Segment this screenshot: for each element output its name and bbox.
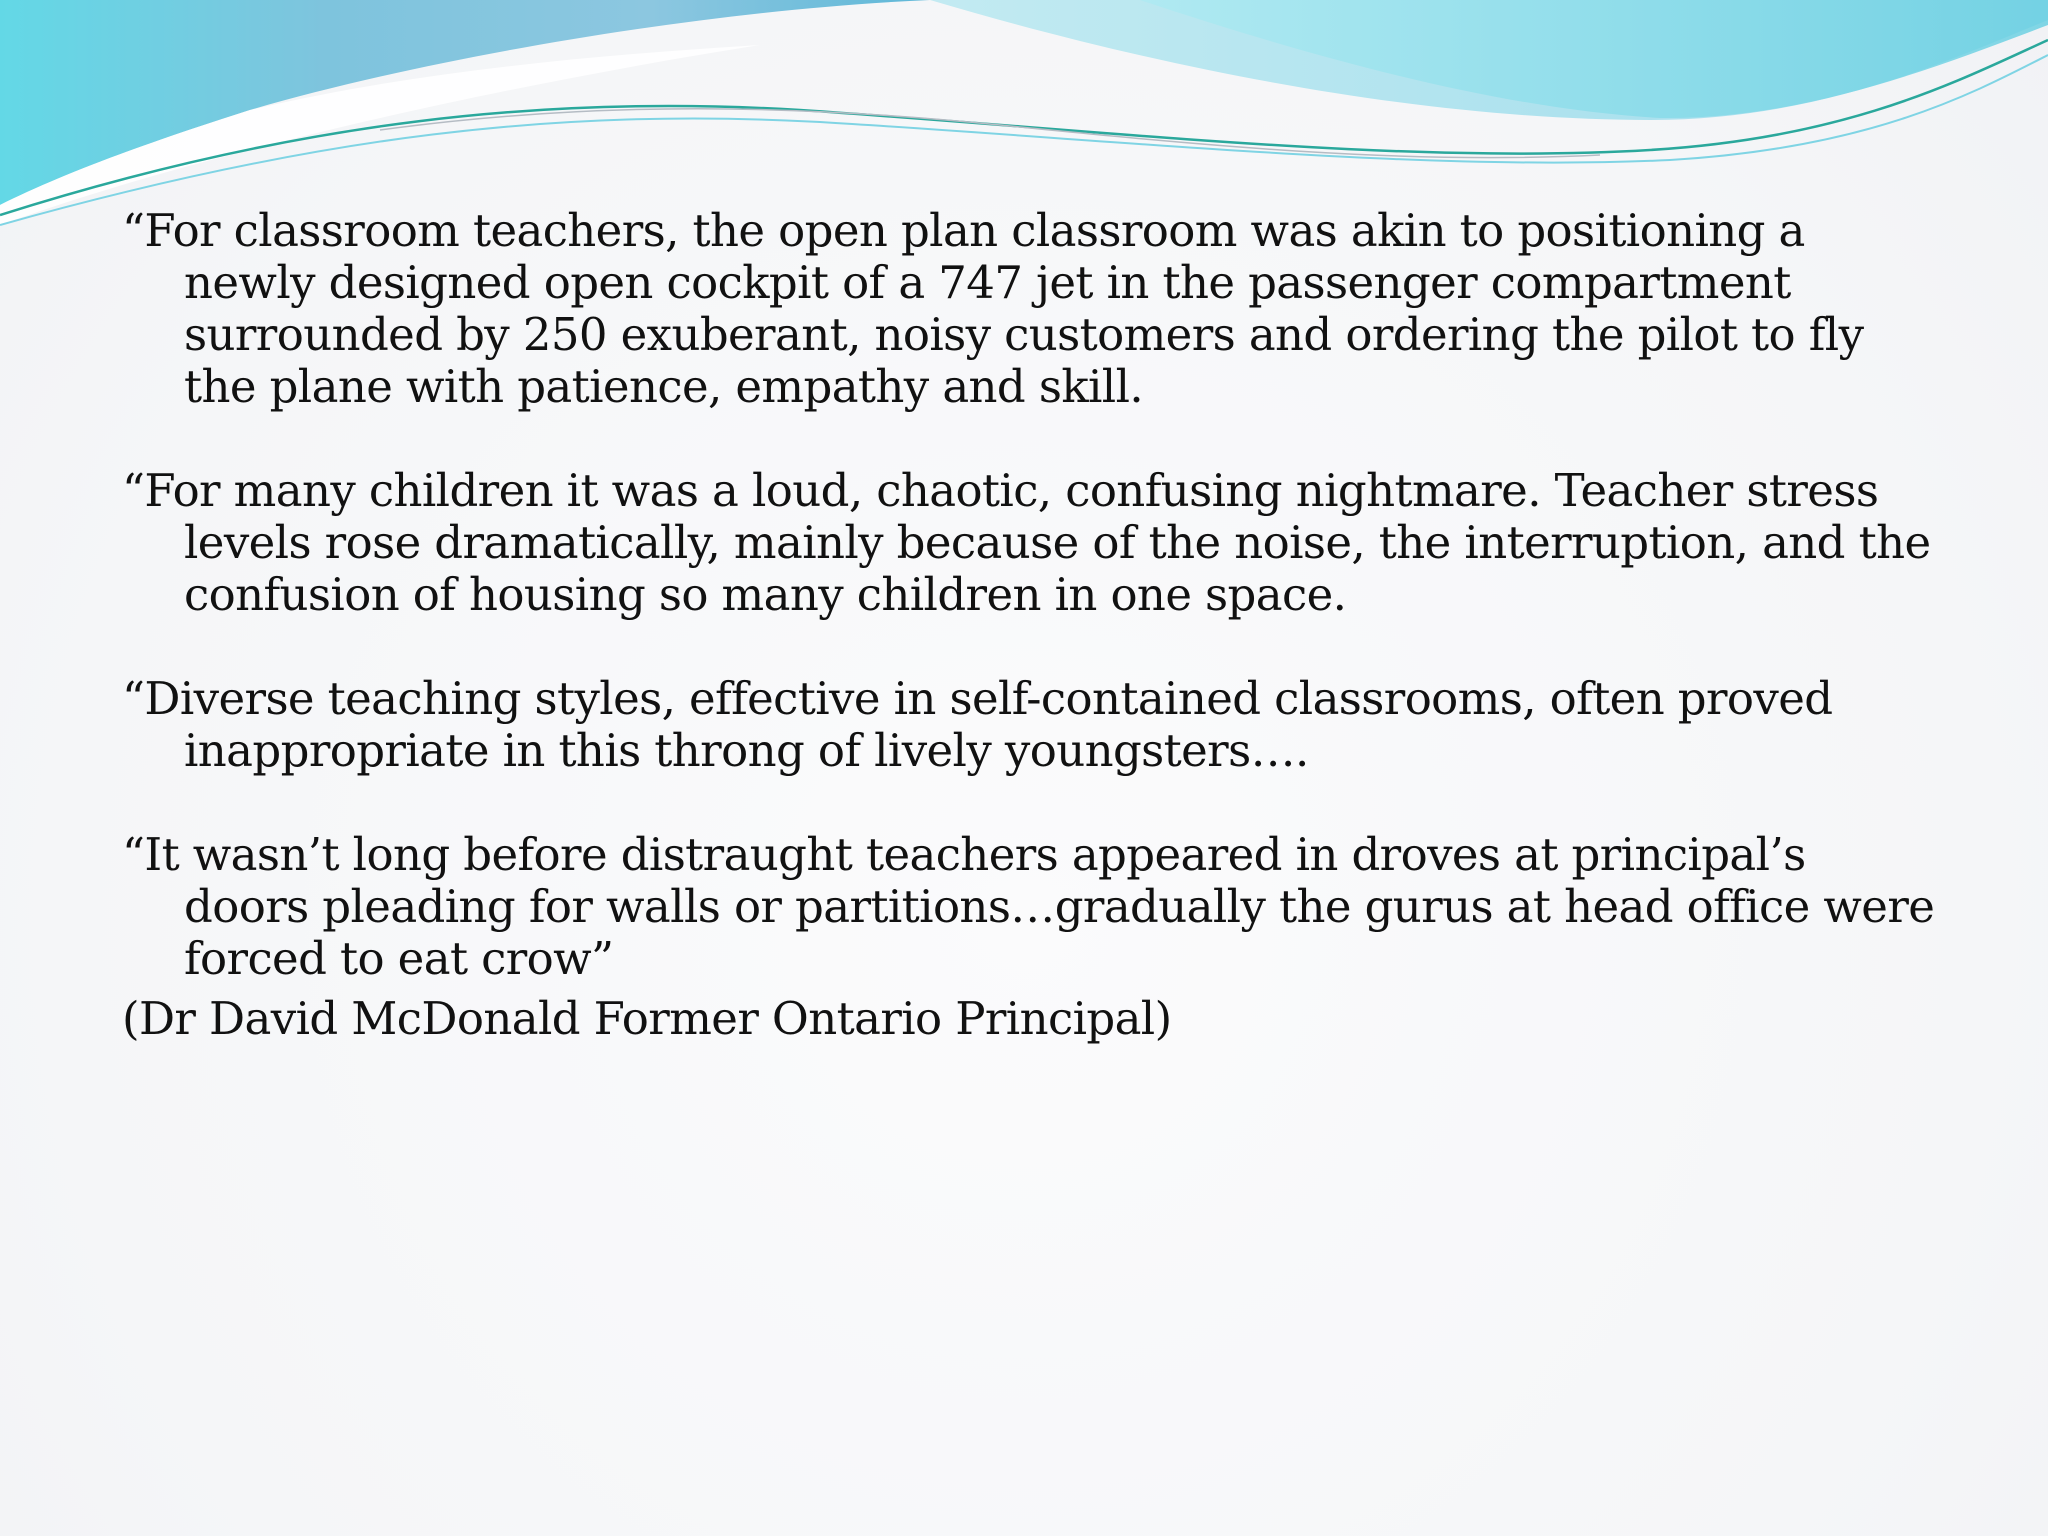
quote-paragraph-1: “For classroom teachers, the open plan classroom was akin to positioning a newly designed open cockpit of a 747 jet in the passenger compartment surrounded by 250 exuberant, noisy customers and ordering the pilot to fly the plane with patience, empathy and skill. [122,204,1864,413]
quote-body [122,205,1942,1045]
quote-paragraph-2: “For many children it was a loud, chaotic, confusing nightmare. Teacher stress levels rose dramatically, mainly because of the noise, the interruption, and the confusion of housing so many children in one space. [122,464,1931,621]
quote-paragraph-3: “Diverse teaching styles, effective in self-contained classrooms, often proved inappropriate in this throng of lively youngsters…. [122,672,1833,777]
quote-paragraph-4: “It wasn’t long before distraught teachers appeared in droves at principal’s doors pleading for walls or partitions…gradually the gurus at head office were forced to eat crow” [122,828,1935,985]
quote-attribution: (Dr David McDonald Former Ontario Principal) [122,992,1172,1045]
